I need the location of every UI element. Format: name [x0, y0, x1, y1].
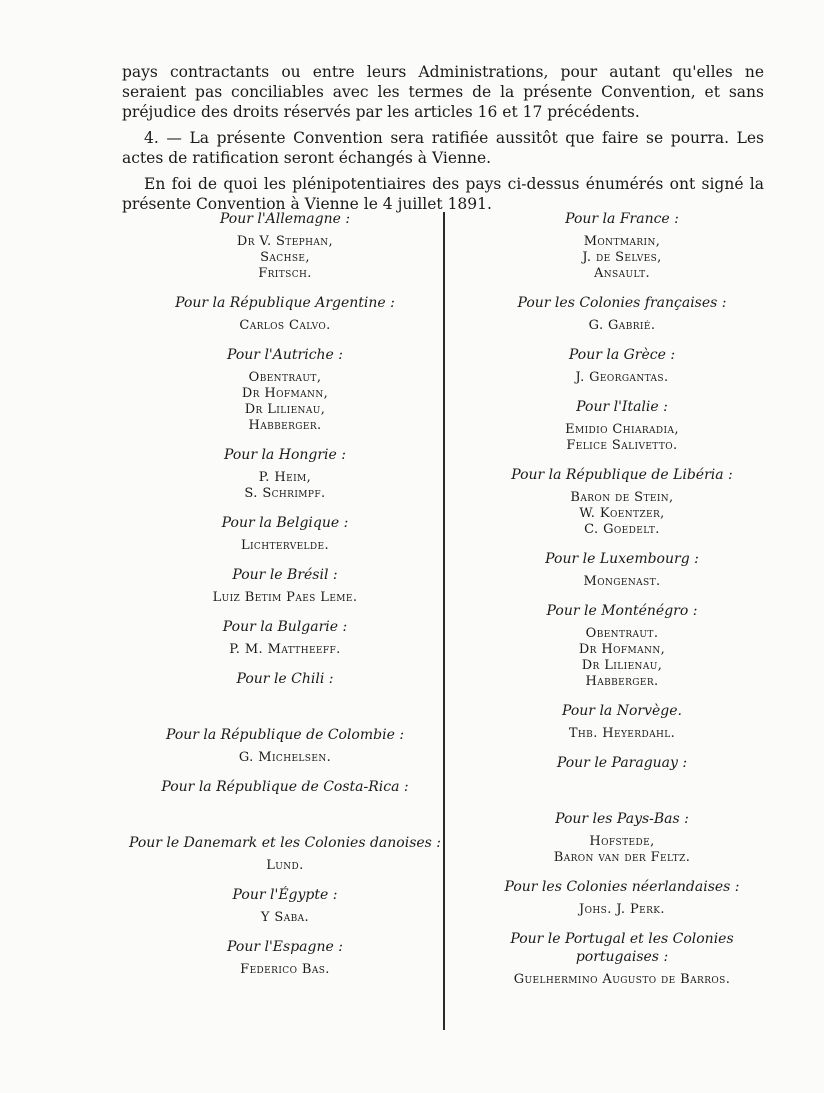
- country-heading: Pour la France :: [565, 211, 679, 227]
- signatory-name: Montmarin,: [583, 234, 661, 249]
- signatory-name: Thb. Heyerdahl.: [568, 726, 676, 741]
- signatory-name: J. de Selves,: [582, 250, 662, 265]
- paragraph-convention-terms: pays contractants ou entre leurs Administrations, pour autant qu'elles ne seraient pas conciliables avec les termes de la présente Convention, et sans préjudice des droits réservés par les articles 16 et 17 précédents.: [122, 62, 764, 121]
- signatory-name: Emidio Chiaradia,: [565, 422, 679, 437]
- signatory-name: Baron de Stein,: [570, 490, 674, 505]
- signatory-group: [120, 210, 450, 282]
- signatory-group: [472, 754, 772, 798]
- signatory-names: [120, 642, 450, 658]
- signatory-group: [472, 810, 772, 866]
- signatory-name: Baron van der Feltz.: [553, 850, 691, 865]
- signatory-names: [120, 590, 450, 606]
- signatory-names: [472, 422, 772, 454]
- signatory-group: [472, 346, 772, 386]
- signatory-name: Mongenast.: [583, 574, 661, 589]
- signatory-name: Y Saba.: [260, 910, 310, 925]
- country-heading: Pour la Bulgarie :: [222, 619, 348, 635]
- signatory-names: [120, 694, 450, 714]
- signatory-group: [120, 778, 450, 822]
- signatory-name: Dr Lilienau,: [244, 402, 326, 417]
- signatory-name: Johs. J. Perk.: [579, 902, 665, 917]
- country-heading: Pour le Brésil :: [232, 567, 338, 583]
- signatory-name: Habberger.: [248, 418, 322, 433]
- signatory-name: P. Heim,: [258, 470, 312, 485]
- signatory-name: Sachse,: [260, 250, 310, 265]
- country-heading: Pour l'Allemagne :: [219, 211, 351, 227]
- signatory-group: [120, 446, 450, 502]
- signatory-group: [120, 618, 450, 658]
- signatory-group: [472, 602, 772, 690]
- signatory-names: [120, 962, 450, 978]
- signatory-name: Dr Hofmann,: [578, 642, 666, 657]
- signatory-names: [472, 726, 772, 742]
- signatory-group: [120, 726, 450, 766]
- signatory-group: [472, 294, 772, 334]
- signatory-group: [120, 938, 450, 978]
- country-heading: Pour le Luxembourg :: [545, 551, 699, 567]
- country-heading: Pour l'Italie :: [576, 399, 668, 415]
- signatory-group: [120, 834, 450, 874]
- signatory-group: [472, 398, 772, 454]
- country-heading: Pour la Grèce :: [568, 347, 676, 363]
- signatory-group: [472, 210, 772, 282]
- signatory-group: [472, 930, 772, 988]
- signatory-name: Dr Hofmann,: [241, 386, 329, 401]
- signatory-names: [472, 370, 772, 386]
- signatory-names: [472, 490, 772, 538]
- signatory-group: [120, 514, 450, 554]
- signatory-name: J. Georgantas.: [575, 370, 669, 385]
- signatory-name: Ansault.: [593, 266, 651, 281]
- country-heading: Pour les Colonies néerlandaises :: [504, 879, 740, 895]
- signatory-group: [120, 670, 450, 714]
- signatory-group: [472, 878, 772, 918]
- signatory-names: [472, 318, 772, 334]
- signatory-name: G. Michelsen.: [238, 750, 332, 765]
- signatory-name: Carlos Calvo.: [239, 318, 331, 333]
- signatory-name: Felice Salivetto.: [566, 438, 678, 453]
- signatory-group: [472, 466, 772, 538]
- country-heading: Pour la Hongrie :: [224, 447, 346, 463]
- signatory-name: Guelhermino Augusto de Barros.: [513, 972, 731, 987]
- signatory-name: Obentraut,: [248, 370, 322, 385]
- country-heading: Pour l'Égypte :: [232, 887, 338, 903]
- signatory-name: Luiz Betim Paes Leme.: [212, 590, 358, 605]
- signatory-names: [472, 902, 772, 918]
- signatory-name: Dr Lilienau,: [581, 658, 663, 673]
- signatory-names: [120, 538, 450, 554]
- signatory-name: Lund.: [266, 858, 304, 873]
- paragraph-ratification: 4. — La présente Convention sera ratifiée aussitôt que faire se pourra. Les actes de ratification seront échangés à Vienne.: [122, 128, 764, 167]
- column-divider: [443, 212, 445, 1030]
- signatory-group: [120, 294, 450, 334]
- signatory-name: Hofstede,: [589, 834, 655, 849]
- country-heading: Pour le Paraguay :: [556, 755, 688, 771]
- signatory-names: [472, 778, 772, 798]
- signatory-names: [120, 910, 450, 926]
- country-heading: Pour la République de Libéria :: [511, 467, 733, 483]
- signatory-names: [120, 750, 450, 766]
- signatory-group: [120, 566, 450, 606]
- signatory-names: [472, 574, 772, 590]
- country-heading: Pour la République de Costa-Rica :: [161, 779, 409, 795]
- country-heading: Pour la République Argentine :: [175, 295, 395, 311]
- signatory-names: [472, 972, 772, 988]
- signatory-names: [472, 834, 772, 866]
- country-heading: Pour la Belgique :: [221, 515, 349, 531]
- signatory-names: [120, 858, 450, 874]
- signatory-name: C. Goedelt.: [584, 522, 660, 537]
- signatories-left-column: [120, 210, 450, 990]
- signatory-name: S. Schrimpf.: [244, 486, 326, 501]
- country-heading: Pour la République de Colombie :: [165, 727, 405, 743]
- signatory-names: [472, 626, 772, 690]
- country-heading: Pour les Pays-Bas :: [555, 811, 689, 827]
- signatory-name: W. Koentzer,: [579, 506, 665, 521]
- signatory-names: [472, 234, 772, 282]
- country-heading: Pour le Portugal et les Colonies portugaises :: [510, 931, 734, 965]
- signatories-right-column: [472, 210, 772, 1000]
- signatory-name: Lichtervelde.: [240, 538, 330, 553]
- signatory-group: [120, 886, 450, 926]
- signatory-group: [472, 550, 772, 590]
- paragraph-signature-statement: En foi de quoi les plénipotentiaires des pays ci-dessus énumérés ont signé la présente Convention à Vienne le 4 juillet 1891.: [122, 174, 764, 213]
- signatory-name: Habberger.: [585, 674, 659, 689]
- signatory-names: [120, 470, 450, 502]
- country-heading: Pour le Monténégro :: [546, 603, 698, 619]
- country-heading: Pour le Chili :: [236, 671, 334, 687]
- signatory-names: [120, 370, 450, 434]
- signatory-names: [120, 318, 450, 334]
- signatory-group: [120, 346, 450, 434]
- signatory-name: Federico Bas.: [240, 962, 330, 977]
- country-heading: Pour les Colonies françaises :: [517, 295, 727, 311]
- signatory-group: [472, 702, 772, 742]
- signatory-name: Dr V. Stephan,: [236, 234, 334, 249]
- country-heading: Pour l'Espagne :: [227, 939, 343, 955]
- signatory-names: [120, 234, 450, 282]
- country-heading: Pour le Danemark et les Colonies danoises :: [128, 835, 442, 851]
- signatory-name: P. M. Mattheeff.: [229, 642, 341, 657]
- signatory-name: Obentraut.: [585, 626, 659, 641]
- country-heading: Pour l'Autriche :: [227, 347, 343, 363]
- signatory-name: Fritsch.: [258, 266, 312, 281]
- signatory-name: G. Gabrié.: [588, 318, 656, 333]
- country-heading: Pour la Norvège.: [562, 703, 682, 719]
- signatory-names: [120, 802, 450, 822]
